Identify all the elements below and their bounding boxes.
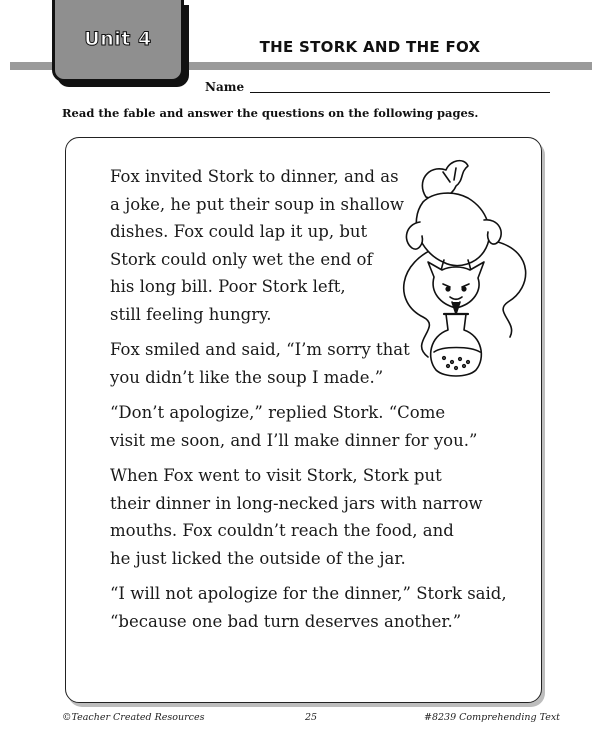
story-line: you didn’t like the soup I made.” — [110, 367, 384, 387]
story-line: “because one bad turn deserves another.” — [110, 611, 462, 631]
story-line: he just licked the outside of the jar. — [110, 548, 406, 568]
story-paragraph — [110, 462, 530, 572]
story-line: his long bill. Poor Stork left, — [110, 277, 346, 296]
story-line: mouths. Fox couldn’t reach the food, and — [110, 521, 454, 540]
story-line: still feeling hungry. — [110, 304, 272, 324]
story-line: “I will not apologize for the dinner,” Stork said, — [110, 584, 507, 603]
name-row — [205, 80, 550, 96]
story-line: their dinner in long-necked jars with narrow — [110, 493, 483, 513]
name-write-line[interactable] — [250, 92, 550, 93]
footer-book-title: #8239 Comprehending Text — [424, 712, 560, 723]
story-paragraph — [110, 580, 530, 635]
page-title: THE STORK AND THE FOX — [259, 38, 481, 56]
name-label: Name — [205, 80, 245, 94]
footer-copyright: ©Teacher Created Resources — [62, 712, 205, 723]
story-line: Stork could only wet the end of — [110, 249, 373, 269]
instructions: Read the fable and answer the questions on the following pages. — [62, 106, 479, 120]
story-line: Fox invited Stork to dinner, and as — [110, 167, 399, 186]
story-line: visit me soon, and I’ll make dinner for you.” — [110, 430, 478, 450]
story-line: Fox smiled and said, “I’m sorry that — [110, 340, 410, 359]
story-paragraph — [110, 399, 530, 454]
story-line: dishes. Fox could lap it up, but — [110, 222, 368, 241]
footer — [62, 712, 560, 726]
unit-tab — [52, 0, 184, 82]
story-line: “Don’t apologize,” replied Stork. “Come — [110, 403, 446, 422]
unit-label: Unit 4 — [84, 28, 152, 50]
page-number: 25 — [304, 712, 318, 723]
story-line: a joke, he put their soup in shallow — [110, 194, 405, 214]
fox-with-jar-icon — [398, 152, 528, 382]
story-line: When Fox went to visit Stork, Stork put — [110, 466, 442, 485]
